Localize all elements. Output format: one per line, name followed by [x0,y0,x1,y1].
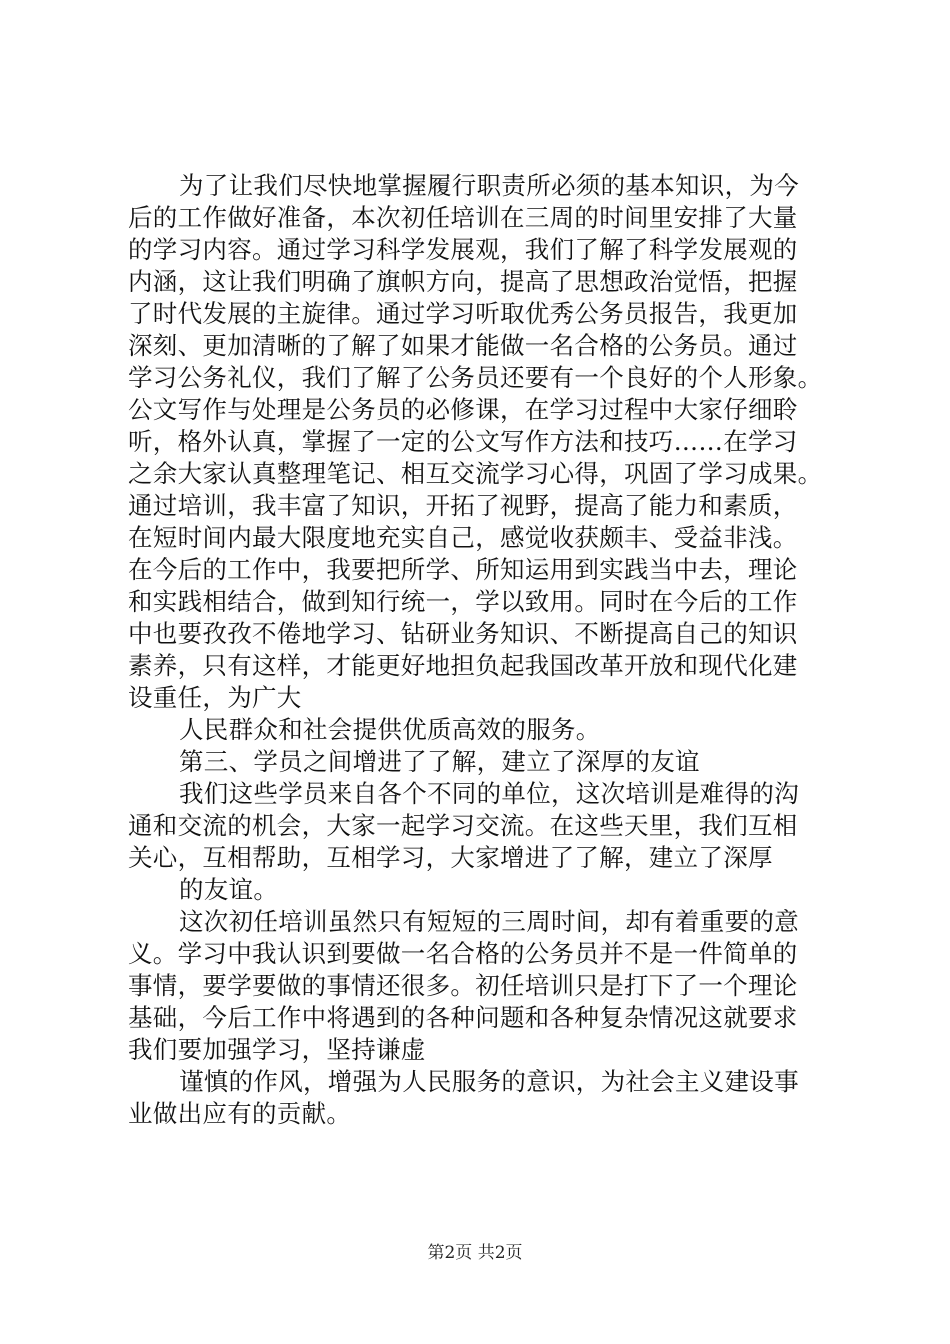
text-line: 人民群众和社会提供优质高效的服务。 [179,715,601,744]
text-line: 之余大家认真整理笔记、相互交流学习心得，巩固了学习成果。 [128,459,823,488]
page-footer: 第2页 共2页 [427,1243,523,1263]
text-line: 事情，要学要做的事情还很多。初任培训只是打下了一个理论 [128,971,798,1000]
text-line: 素养，只有这样，才能更好地担负起我国改革开放和现代化建 [128,651,798,680]
text-line: 谨慎的作风，增强为人民服务的意识，为社会主义建设事 [179,1067,799,1096]
text-line: 了时代发展的主旋律。通过学习听取优秀公务员报告，我更加 [128,299,798,328]
text-line: 在短时间内最大限度地充实自己，感觉收获颇丰、受益非浅。 [128,523,798,552]
text-line: 学习公务礼仪，我们了解了公务员还要有一个良好的个人形象。 [128,363,823,392]
text-line: 基础，今后工作中将遇到的各种问题和各种复杂情况这就要求 [128,1003,798,1032]
text-line: 中也要孜孜不倦地学习、钻研业务知识、不断提高自己的知识 [128,619,798,648]
text-line: 的学习内容。通过学习科学发展观，我们了解了科学发展观的 [128,235,798,264]
text-line: 通和交流的机会，大家一起学习交流。在这些天里，我们互相 [128,811,798,840]
text-line: 义。学习中我认识到要做一名合格的公务员并不是一件简单的 [128,939,798,968]
text-line: 我们这些学员来自各个不同的单位，这次培训是难得的沟 [179,779,799,808]
text-line: 后的工作做好准备，本次初任培训在三周的时间里安排了大量 [128,203,798,232]
text-line: 听，格外认真，掌握了一定的公文写作方法和技巧……在学习 [128,427,798,456]
text-line: 深刻、更加清晰的了解了如果才能做一名合格的公务员。通过 [128,331,798,360]
text-line: 内涵，这让我们明确了旗帜方向，提高了思想政治觉悟，把握 [128,267,798,296]
text-line: 和实践相结合，做到知行统一，学以致用。同时在今后的工作 [128,587,798,616]
document-body [128,170,848,1130]
text-line: 关心，互相帮助，互相学习，大家增进了了解，建立了深厚 [128,843,773,872]
text-line: 公文写作与处理是公务员的必修课，在学习过程中大家仔细聆 [128,395,798,424]
text-line: 第三、学员之间增进了了解，建立了深厚的友谊 [179,747,700,776]
text-line: 我们要加强学习，坚持谦虚 [128,1035,426,1064]
text-line: 这次初任培训虽然只有短短的三周时间，却有着重要的意 [179,907,799,936]
text-line: 为了让我们尽快地掌握履行职责所必须的基本知识，为今 [179,171,799,200]
text-line: 的友谊。 [179,875,279,904]
text-line: 业做出应有的贡献。 [128,1099,352,1128]
text-line: 通过培训，我丰富了知识，开拓了视野，提高了能力和素质， [128,491,798,520]
text-line: 在今后的工作中，我要把所学、所知运用到实践当中去，理论 [128,555,798,584]
text-line: 设重任，为广大 [128,683,302,712]
